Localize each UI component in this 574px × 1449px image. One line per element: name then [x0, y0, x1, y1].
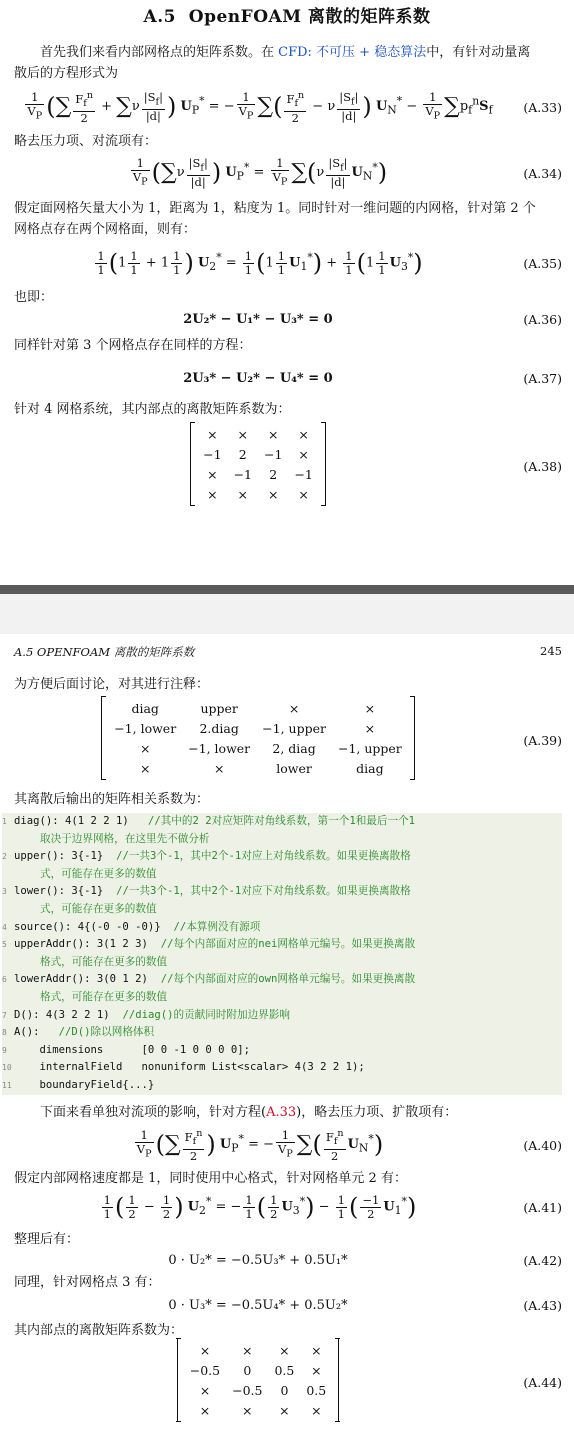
equation-a43: [14, 1295, 562, 1315]
equation-label: (A.39): [523, 732, 562, 748]
matrix-row: [197, 484, 319, 504]
matrix-cell: ×: [298, 426, 309, 442]
code-comment: //其中的2 2对应矩阵对角线系数，第一个1和最后一个1: [147, 815, 416, 827]
paragraph-similarly: [14, 1272, 562, 1293]
equation-body: $\frac{1}{V_P}$ (∑ $\frac{F_f^n}{2}$ ) $U_P^*$ = − $\frac{1}{V_P}$ ∑( $\frac{F_f^n}{2}$ $U_N^*$): [136, 1128, 384, 1163]
line-number: 5: [2, 940, 7, 950]
equation-label: (A.36): [523, 311, 562, 327]
matrix-row: [108, 758, 408, 778]
cfd-algorithm-link[interactable]: CFD: 不可压 + 稳态算法: [278, 45, 427, 60]
matrix-cell: ×: [279, 1402, 290, 1418]
equation-body: $\frac{1}{V_P}$ (∑ $\frac{F_f^n}{2}$ + ∑ν $\frac{|S_f|}{|d|}$ ) $U_P^*$ = − $\frac{1}{V_P}$ ∑( $\frac{F_f^n}{2}$ − ν $\frac{|S_f|}{|d|}$ ) $U_N^*$ − $\frac{1}{V_P}$ $\sum p_f^nS_f$: [27, 90, 493, 125]
code-line: [2, 813, 562, 848]
equation-body: [14, 696, 502, 784]
line-number: 7: [2, 1010, 7, 1020]
code-text: D(): 4(3 2 2 1): [14, 1008, 123, 1021]
paragraph-arrange: [14, 1229, 562, 1250]
line-number: 9: [2, 1045, 7, 1055]
equation-ref-link[interactable]: A.33: [266, 1105, 297, 1120]
text: 同样针对第 3 个网格点存在同样的方程：: [14, 338, 252, 353]
code-line: [2, 1007, 562, 1025]
equation-body: 0 · U₃* = −0.5U₄* + 0.5U₂*: [168, 1297, 348, 1313]
matrix-cell: ×: [364, 720, 376, 736]
equation-label: (A.41): [523, 1199, 562, 1215]
running-head-title: A.5 OPENFOAM 离散的矩阵系数: [14, 645, 195, 659]
code-comment-continuation: 格式，可能存在更多的数值: [40, 955, 168, 968]
matrix-cell: ×: [139, 740, 151, 756]
matrix-cell: ×: [311, 1362, 322, 1378]
matrix-cell: 0.5: [274, 1362, 295, 1378]
matrix-cell: −1, upper: [262, 720, 326, 736]
matrix-cell: 0: [280, 1382, 289, 1398]
matrix-row: [197, 464, 319, 484]
paragraph-4grid: [14, 399, 562, 420]
equation-a39: [14, 697, 562, 783]
paragraph-annotate: [14, 674, 562, 695]
code-comment: //D()除以网格体积: [58, 1026, 155, 1039]
text: 其离散后输出的矩阵相关系数为：: [14, 792, 210, 807]
code-comment-continuation: 取决于边界网格，在这里先不做分析: [40, 832, 210, 845]
matrix-cell: ×: [139, 760, 151, 776]
matrix-cell: ×: [199, 1342, 211, 1358]
page-number: 245: [540, 644, 562, 658]
matrix-cell: 2.diag: [199, 720, 239, 736]
matrix-cell: ×: [311, 1402, 322, 1418]
matrix-cell: −0.5: [232, 1382, 263, 1398]
matrix-cell: ×: [311, 1342, 322, 1358]
matrix-cell: −1, upper: [337, 740, 402, 756]
equation-a42: [14, 1250, 562, 1270]
code-text: boundaryField{...}: [14, 1078, 155, 1091]
line-number: 3: [2, 887, 7, 897]
paragraph-output: [14, 789, 562, 810]
matrix-cell: upper: [200, 700, 238, 716]
equation-label: (A.33): [523, 99, 562, 115]
text: 其内部点的离散矩阵系数为：: [14, 1323, 184, 1338]
equation-label: (A.34): [523, 165, 562, 181]
section-title: [0, 2, 574, 27]
matrix-cell: ×: [199, 1402, 211, 1418]
equation-a34: [14, 152, 562, 194]
matrix-cell: ×: [213, 760, 225, 776]
paragraph-intro: [14, 42, 562, 63]
equation-a37: [14, 368, 562, 388]
matrix-cell: ×: [267, 426, 279, 442]
equation-body: 2U₂* − U₁* − U₃* = 0: [183, 311, 333, 327]
matrix-cell: 0: [243, 1362, 252, 1378]
matrix-cell: 2: [238, 446, 247, 462]
matrix-cell: ×: [267, 486, 279, 502]
code-listing: [2, 813, 562, 1095]
code-line: [2, 1059, 562, 1077]
intro-text-c: 散后的方程形式为: [14, 66, 119, 81]
line-number: 8: [2, 1028, 7, 1038]
equation-body: $\frac{1}{1}$ ( $\frac{1}{2}$ − $\frac{1}{2}$ ) $U_2^*$ = − $\frac{1}{1}$ ( $\frac{1}{2}$ $U_3^*$) − $\frac{1}{1}$ ( $\frac{-1}{2}$ $U_1^*$): [103, 1192, 417, 1221]
matrix-a38: [190, 422, 326, 506]
page-gap: [0, 594, 574, 634]
matrix-cell: diag: [356, 760, 384, 776]
paragraph-same: [14, 335, 562, 356]
code-line: [2, 936, 562, 971]
text: 假定内部网格速度都是 1，同时使用中心格式，针对网格单元 2 有：: [14, 1171, 407, 1186]
matrix-cell: ×: [207, 426, 218, 442]
code-text: lowerAddr(): 3(0 1 2): [14, 973, 161, 986]
paragraph-convection: [14, 1102, 562, 1123]
equation-a44: [14, 1340, 562, 1424]
code-comment: //本算例没有源项: [173, 920, 261, 933]
matrix-row: [184, 1380, 333, 1400]
code-text: lower(): 3{-1}: [14, 885, 117, 898]
matrix-cell: ×: [242, 1402, 253, 1418]
matrix-row: [184, 1360, 333, 1380]
matrix-row: [108, 718, 408, 738]
paragraph-assume: [14, 198, 562, 219]
matrix-row: [197, 424, 319, 444]
text: 也即：: [14, 290, 54, 305]
matrix-cell: ×: [237, 486, 249, 502]
matrix-row: [108, 698, 408, 718]
matrix-cell: diag: [131, 700, 159, 716]
matrix-cell: ×: [298, 446, 309, 462]
code-line: [2, 1024, 562, 1042]
matrix-cell: 2: [269, 466, 278, 482]
equation-a35: [14, 242, 562, 284]
code-comment: //一共3个-1，其中2个-1对应上对角线系数。如果更换离散格: [116, 850, 411, 863]
code-line: [2, 883, 562, 918]
section-number: A.5: [143, 7, 176, 27]
equation-body: 2U₃* − U₂* − U₄* = 0: [183, 370, 333, 386]
equation-label: (A.40): [523, 1137, 562, 1153]
matrix-cell: ×: [288, 700, 300, 716]
matrix-cell: −1: [233, 466, 252, 482]
matrix-cell: ×: [207, 486, 218, 502]
matrix-a44: [177, 1338, 340, 1422]
equation-a41: [14, 1186, 562, 1228]
code-text: upperAddr(): 3(1 2 3): [14, 938, 161, 951]
code-text: internalField nonuniform List<scalar> 4(3 2 2 1);: [14, 1061, 365, 1074]
section-title-text: OpenFOAM 离散的矩阵系数: [188, 7, 431, 27]
matrix-a39: [101, 696, 415, 780]
text: 同理，针对网格点 3 有：: [14, 1275, 161, 1290]
text-a: 下面来看单独对流项的影响，针对方程(: [40, 1105, 267, 1120]
text: 假定面网格矢量大小为 1，距离为 1，粘度为 1。同时针对一维问题的内网格，针对第 2 个: [14, 201, 536, 216]
code-comment: //每个内部面对应的nei网格单元编号。如果更换离散: [160, 938, 416, 951]
equation-label: (A.42): [523, 1252, 562, 1268]
equation-body: [14, 422, 502, 510]
code-line: [2, 919, 562, 937]
code-comment: //一共3个-1，其中2个-1对应下对角线系数。如果更换离散格: [116, 885, 411, 898]
equation-a38: [14, 424, 562, 508]
matrix-row: [184, 1340, 333, 1360]
line-number: 1: [2, 817, 7, 826]
matrix-cell: ×: [279, 1342, 290, 1358]
code-text: upper(): 3{-1}: [14, 850, 117, 863]
line-number: 2: [2, 852, 7, 862]
line-number: 4: [2, 922, 7, 932]
code-line: [2, 848, 562, 883]
page-divider: [0, 585, 574, 594]
matrix-cell: 0.5: [306, 1382, 327, 1398]
matrix-cell: lower: [276, 760, 312, 776]
matrix-cell: ×: [199, 1382, 211, 1398]
matrix-cell: −1, lower: [188, 740, 251, 756]
equation-body: 0 · U₂* = −0.5U₃* + 0.5U₁*: [168, 1252, 348, 1268]
matrix-cell: ×: [242, 1342, 253, 1358]
text: 为方便后面讨论，对其进行注释：: [14, 677, 210, 692]
intro-text-b: 中，有针对动量离: [426, 45, 531, 60]
text: 整理后有：: [14, 1232, 80, 1247]
line-number: 11: [2, 1080, 12, 1090]
paragraph-omit-pressure: [14, 131, 562, 152]
matrix-cell: ×: [364, 700, 376, 716]
equation-a36: [14, 309, 562, 329]
code-text: source(): 4{(-0 -0 -0)}: [14, 920, 174, 933]
matrix-cell: −1, lower: [114, 720, 177, 736]
matrix-cell: −1: [264, 446, 283, 462]
equation-a33: [14, 86, 562, 128]
equation-body: [14, 1338, 502, 1426]
matrix-cell: 2, diag: [272, 740, 316, 756]
matrix-cell: ×: [237, 426, 249, 442]
code-comment-continuation: 式，可能存在更多的数值: [40, 867, 157, 880]
matrix-cell: ×: [298, 486, 309, 502]
code-text: diag(): 4(1 2 2 1): [14, 815, 148, 827]
equation-a40: [14, 1124, 562, 1166]
intro-text-a: 首先我们来看内部网格点的矩阵系数。在: [40, 45, 279, 60]
matrix-cell: −1: [203, 446, 222, 462]
paragraph-that-is: [14, 287, 562, 308]
equation-body: $\frac{1}{V_P}$ (∑ν $\frac{|S_f|}{|d|}$ ) $U_P^*$ = $\frac{1}{V_P}$ ∑(ν $\frac{|S_f|}{|d|}$ $U_N^*$): [132, 156, 388, 189]
matrix-cell: −0.5: [189, 1362, 221, 1378]
matrix-row: [108, 738, 408, 758]
matrix-row: [184, 1400, 333, 1420]
equation-label: (A.38): [523, 458, 562, 474]
equation-label: (A.35): [523, 255, 562, 271]
equation-label: (A.44): [523, 1374, 562, 1390]
code-comment: //diag()的贡献同时附加边界影响: [122, 1008, 290, 1021]
equation-label: (A.43): [523, 1297, 562, 1313]
code-line: [2, 1042, 562, 1060]
matrix-row: [197, 444, 319, 464]
matrix-cell: −1: [294, 466, 313, 482]
code-text: dimensions [0 0 -1 0 0 0 0];: [14, 1043, 250, 1056]
text-b: )，略去压力项、扩散项有：: [296, 1105, 458, 1120]
text: 针对 4 网格系统，其内部点的离散矩阵系数为：: [14, 402, 291, 417]
code-comment-continuation: 式，可能存在更多的数值: [40, 902, 157, 915]
matrix-cell: ×: [207, 466, 218, 482]
equation-label: (A.37): [523, 370, 562, 386]
line-number: 6: [2, 975, 7, 985]
code-line: [2, 1077, 562, 1095]
code-comment-continuation: 格式，可能存在更多的数值: [40, 990, 168, 1003]
line-number: 10: [2, 1063, 12, 1073]
text: 略去压力项、对流项有：: [14, 134, 158, 149]
code-text: A():: [14, 1026, 59, 1039]
paragraph-intro-cont: [14, 63, 562, 84]
text: 网格点存在两个网格面，则有：: [14, 222, 197, 237]
equation-body: $\frac{1}{1}$ (1 $\frac{1}{1}$ + 1 $\frac{1}{1}$ ) $U_2^*$ = $\frac{1}{1}$ (1 $\frac{1}{1}$ $U_1^*$) + $\frac{1}{1}$ (1 $\frac{1}{1}$ $U_3^*$): [97, 248, 423, 277]
paragraph-assume-cont: [14, 219, 562, 240]
code-line: [2, 971, 562, 1006]
code-comment: //每个内部面对应的own网格单元编号。如果更换离散: [160, 973, 416, 986]
running-head: [14, 644, 562, 660]
